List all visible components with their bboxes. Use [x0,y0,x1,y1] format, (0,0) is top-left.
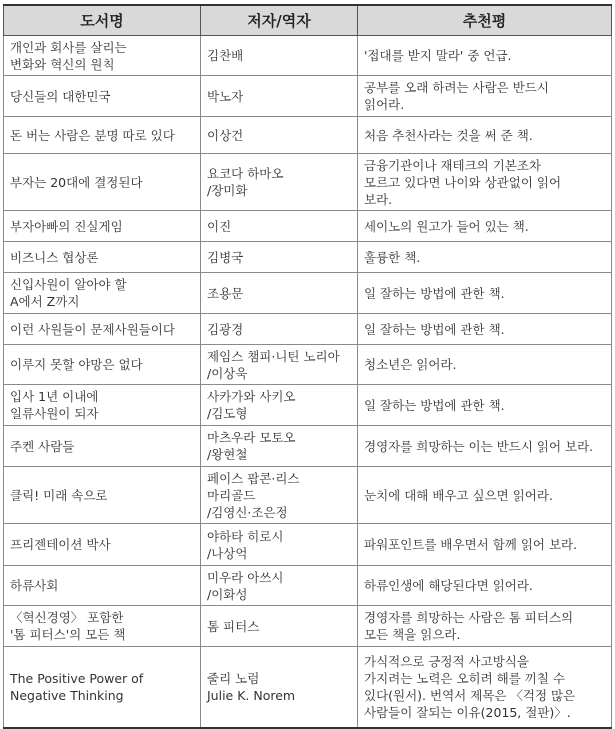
table-row [4,524,612,566]
header-title: 도서명 [4,5,201,36]
book-title-cell: 이런 사원들이 문제사원들이다 [4,314,201,345]
book-title-cell: 입사 1년 이내에 일류사원이 되자 [4,385,201,426]
author-cell: 야하타 히로시 /나상억 [201,524,358,566]
review-cell: 훌륭한 책. [358,242,612,273]
book-title-cell: 이루지 못할 야망은 없다 [4,345,201,385]
author-cell: 제임스 챔피·니틴 노리아 /이상욱 [201,345,358,385]
table-row [4,117,612,154]
review-cell: 가식적으로 긍정적 사고방식을 가지려는 노력은 오히려 해를 끼칠 수 있다(원서). 번역서 제목은 〈걱정 많은 사람들이 잘되는 이유(2015, 절판)〉. [358,647,612,729]
review-cell: 파워포인트를 배우면서 함께 읽어 보라. [358,524,612,566]
author-cell: 요코다 하마오 /장미화 [201,154,358,211]
table-row [4,76,612,117]
book-title-cell: 클릭! 미래 속으로 [4,467,201,524]
author-cell: 이상건 [201,117,358,154]
book-title-cell: 주켄 사람들 [4,426,201,467]
table-row [4,211,612,242]
review-cell: 하류인생에 해당된다면 읽어라. [358,566,612,606]
table-row [4,242,612,273]
review-cell: 세이노의 원고가 들어 있는 책. [358,211,612,242]
book-title-cell: 〈혁신경영〉 포함한 '톰 피터스'의 모든 책 [4,606,201,647]
table-row [4,606,612,647]
table-row [4,154,612,211]
review-cell: '접대를 받지 말라' 중 언급. [358,36,612,76]
review-cell: 일 잘하는 방법에 관한 책. [358,385,612,426]
book-title-cell: 돈 버는 사람은 분명 따로 있다 [4,117,201,154]
table-row [4,467,612,524]
table-row [4,273,612,314]
table-row [4,345,612,385]
book-title-cell: 하류사회 [4,566,201,606]
table-row [4,36,612,76]
review-cell: 청소년은 읽어라. [358,345,612,385]
table-row [4,314,612,345]
book-recommendation-table [3,4,612,729]
author-cell: 조용문 [201,273,358,314]
review-cell: 일 잘하는 방법에 관한 책. [358,273,612,314]
header-author: 저자/역자 [201,5,358,36]
book-title-cell: 프리젠테이션 박사 [4,524,201,566]
table-row [4,647,612,729]
review-cell: 공부를 오래 하려는 사람은 반드시 읽어라. [358,76,612,117]
review-cell: 경영자를 희망하는 이는 반드시 읽어 보라. [358,426,612,467]
book-title-cell: 부자는 20대에 결정된다 [4,154,201,211]
author-cell: 페이스 팝콘·리스 마리골드 /김영신·조은정 [201,467,358,524]
book-title-cell: The Positive Power of Negative Thinking [4,647,201,729]
author-cell: 김병국 [201,242,358,273]
author-cell: 미우라 아쓰시 /이화성 [201,566,358,606]
review-cell: 경영자를 희망하는 사람은 톰 피터스의 모든 책을 읽으라. [358,606,612,647]
book-title-cell: 당신들의 대한민국 [4,76,201,117]
author-cell: 사카가와 사키오 /김도형 [201,385,358,426]
book-title-cell: 개인과 회사를 살리는 변화와 혁신의 원칙 [4,36,201,76]
author-cell: 이진 [201,211,358,242]
author-cell: 줄리 노럼 Julie K. Norem [201,647,358,729]
header-review: 추천평 [358,5,612,36]
author-cell: 김찬배 [201,36,358,76]
review-cell: 눈치에 대해 배우고 싶으면 읽어라. [358,467,612,524]
table-row [4,566,612,606]
author-cell: 박노자 [201,76,358,117]
table-row [4,426,612,467]
book-title-cell: 비즈니스 협상론 [4,242,201,273]
book-title-cell: 신입사원이 알아야 할 A에서 Z까지 [4,273,201,314]
review-cell: 일 잘하는 방법에 관한 책. [358,314,612,345]
author-cell: 톰 피터스 [201,606,358,647]
author-cell: 마츠우라 모토오 /왕현철 [201,426,358,467]
table-header-row [4,5,612,36]
book-title-cell: 부자아빠의 진실게임 [4,211,201,242]
author-cell: 김광경 [201,314,358,345]
review-cell: 처음 추천사라는 것을 써 준 책. [358,117,612,154]
review-cell: 금융기관이나 재테크의 기본조차 모르고 있다면 나이와 상관없이 읽어 보라. [358,154,612,211]
table-row [4,385,612,426]
